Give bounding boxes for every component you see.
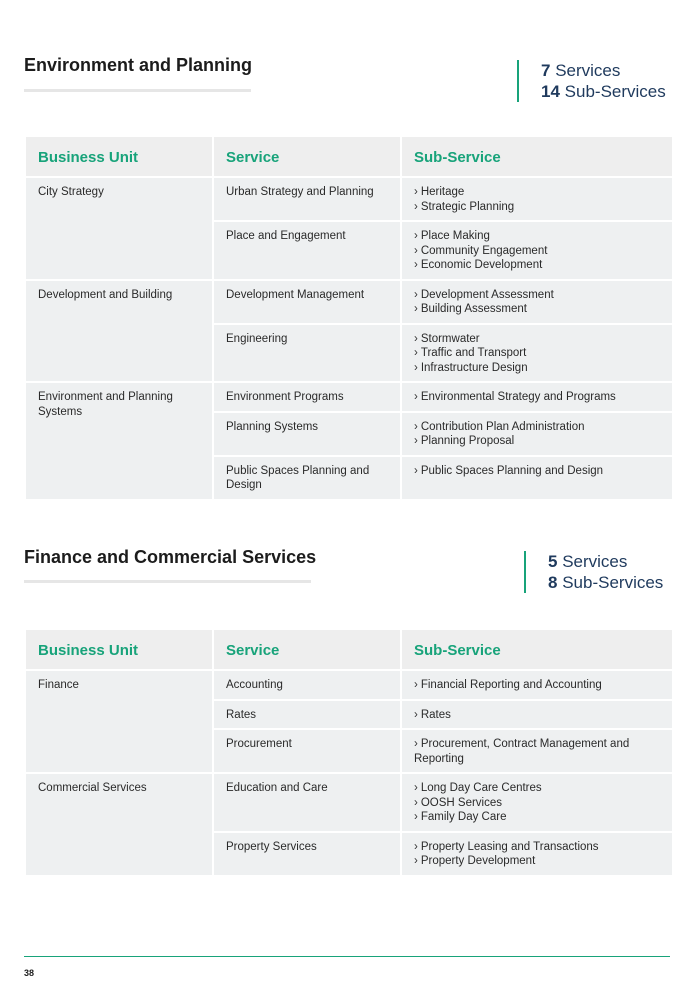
- sub-service-cell: [402, 701, 672, 729]
- business-unit-cell: Commercial Services: [26, 774, 212, 875]
- service-cell: Development Management: [214, 281, 400, 323]
- sub-service-cell: [402, 457, 672, 499]
- section-title: Environment and Planning: [24, 55, 253, 75]
- table-row: [26, 671, 672, 699]
- sub-service-item: [414, 229, 660, 244]
- service-cell: Planning Systems: [214, 413, 400, 455]
- services-table: [24, 135, 674, 501]
- sub-service-item: [414, 390, 660, 405]
- chevron-right-icon: ›: [414, 391, 418, 403]
- chevron-right-icon: ›: [414, 361, 418, 374]
- sub-service-item: [414, 796, 660, 811]
- sub-service-label: Financial Reporting and Accounting: [420, 679, 602, 691]
- sub-service-item: [414, 781, 660, 796]
- sub-service-cell: [402, 730, 672, 772]
- sub-service-label: Community Engagement: [420, 244, 548, 257]
- sub-service-label: Building Assessment: [420, 303, 527, 315]
- chevron-right-icon: ›: [414, 200, 418, 213]
- chevron-right-icon: ›: [414, 244, 418, 257]
- sub-service-label: Public Spaces Planning and Design: [420, 464, 604, 477]
- sub-service-label: Infrastructure Design: [420, 361, 528, 374]
- chevron-right-icon: ›: [414, 435, 418, 447]
- business-unit-cell: City Strategy: [26, 178, 212, 279]
- sub-service-label: Property Development: [420, 855, 536, 867]
- sub-service-item: [414, 346, 660, 361]
- column-header: Sub-Service: [402, 630, 672, 669]
- chevron-right-icon: ›: [414, 186, 418, 198]
- title-underline: [24, 580, 311, 583]
- footer-rule: [24, 956, 670, 957]
- subservices-count: 14: [541, 82, 560, 101]
- sub-service-label: OOSH Services: [420, 796, 503, 809]
- table-row: [26, 774, 672, 831]
- chevron-right-icon: ›: [414, 420, 418, 433]
- service-cell: Education and Care: [214, 774, 400, 831]
- chevron-right-icon: ›: [414, 259, 418, 271]
- chevron-right-icon: ›: [414, 855, 418, 867]
- sub-service-item: [414, 302, 660, 317]
- sub-service-cell: [402, 833, 672, 875]
- sub-service-item: [414, 200, 660, 215]
- sub-service-label: Development Assessment: [420, 288, 554, 301]
- service-cell: Place and Engagement: [214, 222, 400, 279]
- sub-service-item: [414, 185, 660, 200]
- sub-service-label: Traffic and Transport: [420, 347, 527, 359]
- service-cell: Accounting: [214, 671, 400, 699]
- column-header: Business Unit: [26, 630, 212, 669]
- section-title: Finance and Commercial Services: [24, 547, 317, 567]
- business-unit-cell: Environment and Planning Systems: [26, 383, 212, 499]
- service-cell: Engineering: [214, 325, 400, 382]
- service-stats: [517, 60, 666, 102]
- sub-service-item: [414, 737, 660, 766]
- services-table: [24, 628, 674, 877]
- sub-service-item: [414, 464, 660, 479]
- service-cell: Public Spaces Planning and Design: [214, 457, 400, 499]
- services-count: 5: [548, 552, 558, 571]
- service-cell: Property Services: [214, 833, 400, 875]
- chevron-right-icon: ›: [414, 347, 418, 359]
- sub-service-item: [414, 434, 660, 449]
- services-label: Services: [555, 61, 621, 80]
- sub-service-label: Long Day Care Centres: [420, 782, 542, 794]
- chevron-right-icon: ›: [414, 840, 418, 853]
- sub-service-label: Heritage: [420, 186, 465, 198]
- chevron-right-icon: ›: [414, 332, 418, 345]
- sub-service-item: [414, 258, 660, 273]
- sub-service-item: [414, 288, 660, 303]
- subservices-count: 8: [548, 573, 558, 592]
- business-unit-cell: Development and Building: [26, 281, 212, 382]
- service-cell: Environment Programs: [214, 383, 400, 411]
- sub-service-item: [414, 244, 660, 259]
- sub-service-cell: [402, 671, 672, 699]
- sub-service-label: Contribution Plan Administration: [420, 420, 585, 433]
- column-header: Service: [214, 630, 400, 669]
- sub-service-item: [414, 678, 660, 693]
- sub-service-label: Property Leasing and Transactions: [420, 840, 599, 853]
- page-number: 38: [24, 968, 35, 978]
- chevron-right-icon: ›: [414, 288, 418, 301]
- service-stats: [524, 551, 663, 593]
- business-unit-cell: Finance: [26, 671, 212, 772]
- sub-service-item: [414, 854, 660, 869]
- sub-service-label: Place Making: [420, 230, 490, 242]
- sub-service-item: [414, 708, 660, 723]
- table-row: [26, 383, 672, 411]
- table-row: [26, 281, 672, 323]
- sub-service-label: Stormwater: [420, 332, 480, 345]
- service-cell: Rates: [214, 701, 400, 729]
- service-cell: Urban Strategy and Planning: [214, 178, 400, 220]
- title-underline: [24, 89, 251, 92]
- sub-service-item: [414, 840, 660, 855]
- chevron-right-icon: ›: [414, 708, 418, 721]
- subservices-label: Sub-Services: [564, 82, 666, 101]
- column-header: Sub-Service: [402, 137, 672, 176]
- column-header: Business Unit: [26, 137, 212, 176]
- sub-service-label: Procurement, Contract Management and Reporting: [414, 738, 630, 765]
- sub-service-label: Economic Development: [420, 259, 543, 271]
- sub-service-label: Strategic Planning: [420, 200, 515, 213]
- sub-service-cell: [402, 325, 672, 382]
- chevron-right-icon: ›: [414, 679, 418, 691]
- chevron-right-icon: ›: [414, 230, 418, 242]
- services-count: 7: [541, 61, 551, 80]
- sub-service-cell: [402, 774, 672, 831]
- subservices-label: Sub-Services: [562, 573, 664, 592]
- chevron-right-icon: ›: [414, 303, 418, 315]
- sub-service-label: Planning Proposal: [420, 435, 515, 447]
- sub-service-item: [414, 332, 660, 347]
- sub-service-cell: [402, 413, 672, 455]
- table-row: [26, 178, 672, 220]
- sub-service-cell: [402, 383, 672, 411]
- sub-service-label: Rates: [420, 708, 451, 721]
- sub-service-item: [414, 810, 660, 825]
- sub-service-cell: [402, 222, 672, 279]
- sub-service-item: [414, 420, 660, 435]
- sub-service-cell: [402, 178, 672, 220]
- chevron-right-icon: ›: [414, 811, 418, 823]
- sub-service-cell: [402, 281, 672, 323]
- chevron-right-icon: ›: [414, 782, 418, 794]
- sub-service-item: [414, 361, 660, 376]
- chevron-right-icon: ›: [414, 796, 418, 809]
- chevron-right-icon: ›: [414, 738, 418, 750]
- sub-service-label: Family Day Care: [420, 811, 507, 823]
- chevron-right-icon: ›: [414, 464, 418, 477]
- column-header: Service: [214, 137, 400, 176]
- services-label: Services: [562, 552, 628, 571]
- sub-service-label: Environmental Strategy and Programs: [420, 391, 616, 403]
- service-cell: Procurement: [214, 730, 400, 772]
